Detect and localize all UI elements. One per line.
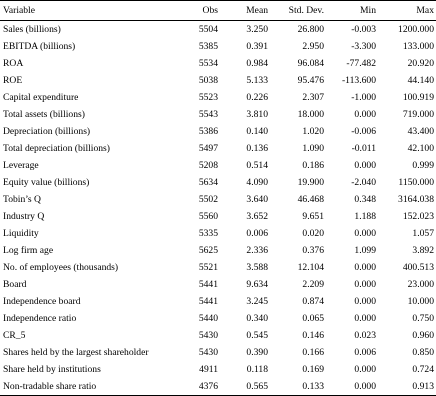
- cell-variable: Industry Q: [3, 211, 45, 222]
- cell-obs: 5504: [198, 24, 218, 35]
- header-min: Min: [360, 5, 376, 16]
- cell-min: -2.040: [351, 177, 376, 188]
- cell-min: 0.000: [354, 279, 376, 290]
- table-row: [0, 276, 436, 293]
- cell-mean: 0.118: [246, 364, 268, 375]
- cell-std-dev: 0.376: [302, 245, 324, 256]
- cell-std-dev: 95.476: [297, 75, 324, 86]
- cell-max: 42.100: [407, 143, 434, 154]
- table-row: [0, 106, 436, 123]
- table-row: [0, 378, 436, 396]
- table-row: [0, 242, 436, 259]
- cell-max: 0.999: [412, 160, 434, 171]
- cell-max: 43.400: [407, 126, 434, 137]
- cell-max: 44.140: [407, 75, 434, 86]
- header-obs: Obs: [202, 5, 218, 16]
- cell-variable: Depreciation (billions): [3, 126, 91, 137]
- cell-max: 1.057: [412, 228, 434, 239]
- cell-variable: Total assets (billions): [3, 109, 85, 120]
- cell-variable: No. of employees (thousands): [3, 262, 119, 273]
- cell-variable: Board: [3, 279, 27, 290]
- cell-min: -0.011: [351, 143, 376, 154]
- table-row: [0, 225, 436, 242]
- cell-std-dev: 0.166: [302, 347, 324, 358]
- cell-variable: Total depreciation (billions): [3, 143, 110, 154]
- cell-variable: CR_5: [3, 330, 26, 341]
- cell-max: 23.000: [407, 279, 434, 290]
- cell-std-dev: 1.020: [302, 126, 324, 137]
- table-row: [0, 310, 436, 327]
- cell-obs: 5523: [198, 92, 218, 103]
- cell-obs: 5497: [198, 143, 218, 154]
- cell-std-dev: 46.468: [297, 194, 324, 205]
- cell-std-dev: 2.209: [302, 279, 324, 290]
- cell-min: 0.000: [354, 296, 376, 307]
- cell-min: -113.600: [341, 75, 376, 86]
- table-row: [0, 72, 436, 89]
- table-row: [0, 174, 436, 191]
- cell-mean: 2.336: [246, 245, 268, 256]
- cell-std-dev: 9.651: [302, 211, 324, 222]
- table-row: [0, 259, 436, 276]
- cell-variable: Independence ratio: [3, 313, 77, 324]
- cell-mean: 0.006: [246, 228, 268, 239]
- cell-std-dev: 26.800: [297, 24, 324, 35]
- table-row: [0, 344, 436, 361]
- cell-min: 0.000: [354, 313, 376, 324]
- cell-max: 1200.000: [398, 24, 434, 35]
- cell-mean: 0.984: [246, 58, 268, 69]
- cell-std-dev: 18.000: [297, 109, 324, 120]
- cell-min: 0.000: [354, 381, 376, 392]
- cell-min: 0.023: [354, 330, 376, 341]
- cell-std-dev: 19.900: [297, 177, 324, 188]
- cell-obs: 5502: [198, 194, 218, 205]
- cell-max: 0.960: [412, 330, 434, 341]
- cell-max: 152.023: [402, 211, 434, 222]
- cell-variable: Leverage: [3, 160, 39, 171]
- cell-max: 100.919: [402, 92, 434, 103]
- cell-variable: EBITDA (billions): [3, 41, 76, 52]
- cell-obs: 5441: [198, 279, 218, 290]
- cell-min: -1.000: [351, 92, 376, 103]
- cell-min: -0.003: [351, 24, 376, 35]
- cell-max: 10.000: [407, 296, 434, 307]
- cell-max: 0.850: [412, 347, 434, 358]
- table-row: [0, 293, 436, 310]
- cell-obs: 5634: [198, 177, 218, 188]
- cell-min: 1.099: [354, 245, 376, 256]
- table-row: [0, 89, 436, 106]
- cell-obs: 5208: [198, 160, 218, 171]
- cell-min: 0.000: [354, 160, 376, 171]
- cell-std-dev: 0.146: [302, 330, 324, 341]
- cell-max: 20.920: [407, 58, 434, 69]
- cell-mean: 3.250: [246, 24, 268, 35]
- cell-variable: Shares held by the largest shareholder: [3, 347, 149, 358]
- cell-mean: 0.565: [246, 381, 268, 392]
- cell-max: 1150.000: [398, 177, 434, 188]
- cell-variable: ROA: [3, 58, 24, 69]
- cell-min: 0.006: [354, 347, 376, 358]
- cell-obs: 5543: [198, 109, 218, 120]
- cell-min: 0.348: [354, 194, 376, 205]
- cell-obs: 4376: [198, 381, 218, 392]
- table-row: [0, 140, 436, 157]
- cell-variable: Capital expenditure: [3, 92, 79, 103]
- cell-max: 0.750: [412, 313, 434, 324]
- cell-obs: 5386: [198, 126, 218, 137]
- cell-std-dev: 1.090: [302, 143, 324, 154]
- cell-obs: 5335: [198, 228, 218, 239]
- cell-std-dev: 0.186: [302, 160, 324, 171]
- cell-mean: 0.514: [246, 160, 268, 171]
- cell-variable: Sales (billions): [3, 24, 61, 35]
- cell-min: -0.006: [351, 126, 376, 137]
- cell-min: -3.300: [351, 41, 376, 52]
- cell-min: 0.000: [354, 109, 376, 120]
- cell-mean: 3.588: [246, 262, 268, 273]
- cell-std-dev: 96.084: [297, 58, 324, 69]
- header-mean: Mean: [246, 5, 268, 16]
- cell-mean: 5.133: [246, 75, 268, 86]
- cell-variable: ROE: [3, 75, 23, 86]
- cell-min: -77.482: [346, 58, 376, 69]
- cell-variable: Non-tradable share ratio: [3, 381, 97, 392]
- cell-variable: Independence board: [3, 296, 81, 307]
- cell-max: 0.913: [412, 381, 434, 392]
- cell-mean: 9.634: [246, 279, 268, 290]
- cell-obs: 5430: [198, 330, 218, 341]
- table-row: [0, 361, 436, 378]
- cell-min: 0.000: [354, 262, 376, 273]
- cell-mean: 0.545: [246, 330, 268, 341]
- cell-obs: 5560: [198, 211, 218, 222]
- cell-std-dev: 0.065: [302, 313, 324, 324]
- cell-std-dev: 12.104: [297, 262, 324, 273]
- cell-variable: Tobin’s Q: [3, 194, 41, 205]
- cell-obs: 5521: [198, 262, 218, 273]
- table-row: [0, 191, 436, 208]
- cell-std-dev: 0.874: [302, 296, 324, 307]
- cell-max: 3164.038: [398, 194, 434, 205]
- table-row: [0, 55, 436, 72]
- cell-variable: Log firm age: [3, 245, 54, 256]
- table-row: [0, 21, 436, 39]
- cell-mean: 3.652: [246, 211, 268, 222]
- header-variable: Variable: [3, 5, 35, 16]
- cell-max: 3.892: [412, 245, 434, 256]
- cell-std-dev: 0.020: [302, 228, 324, 239]
- cell-variable: Equity value (billions): [3, 177, 90, 188]
- cell-variable: Share held by institutions: [3, 364, 101, 375]
- cell-mean: 3.640: [246, 194, 268, 205]
- cell-std-dev: 2.307: [302, 92, 324, 103]
- cell-obs: 5038: [198, 75, 218, 86]
- cell-max: 719.000: [402, 109, 434, 120]
- table-row: [0, 327, 436, 344]
- cell-mean: 3.245: [246, 296, 268, 307]
- cell-obs: 5441: [198, 296, 218, 307]
- cell-obs: 5430: [198, 347, 218, 358]
- cell-mean: 0.136: [246, 143, 268, 154]
- cell-min: 0.000: [354, 228, 376, 239]
- table-header-row: [0, 1, 436, 21]
- table-row: [0, 208, 436, 225]
- cell-std-dev: 2.950: [302, 41, 324, 52]
- cell-obs: 5440: [198, 313, 218, 324]
- header-max: Max: [416, 5, 434, 16]
- cell-mean: 0.226: [246, 92, 268, 103]
- cell-mean: 0.391: [246, 41, 268, 52]
- header-std-dev: Std. Dev.: [288, 5, 324, 16]
- cell-std-dev: 0.133: [302, 381, 324, 392]
- cell-max: 133.000: [402, 41, 434, 52]
- cell-mean: 3.810: [246, 109, 268, 120]
- table-row: [0, 157, 436, 174]
- table-row: [0, 123, 436, 140]
- table-body: [0, 21, 436, 396]
- cell-mean: 4.090: [246, 177, 268, 188]
- cell-variable: Liquidity: [3, 228, 39, 239]
- cell-min: 1.188: [354, 211, 376, 222]
- cell-obs: 4911: [199, 364, 218, 375]
- cell-std-dev: 0.169: [302, 364, 324, 375]
- cell-max: 0.724: [412, 364, 434, 375]
- table-row: [0, 38, 436, 55]
- cell-mean: 0.140: [246, 126, 268, 137]
- cell-obs: 5385: [198, 41, 218, 52]
- cell-mean: 0.340: [246, 313, 268, 324]
- cell-min: 0.000: [354, 364, 376, 375]
- cell-max: 400.513: [402, 262, 434, 273]
- cell-mean: 0.390: [246, 347, 268, 358]
- cell-obs: 5534: [198, 58, 218, 69]
- cell-obs: 5625: [198, 245, 218, 256]
